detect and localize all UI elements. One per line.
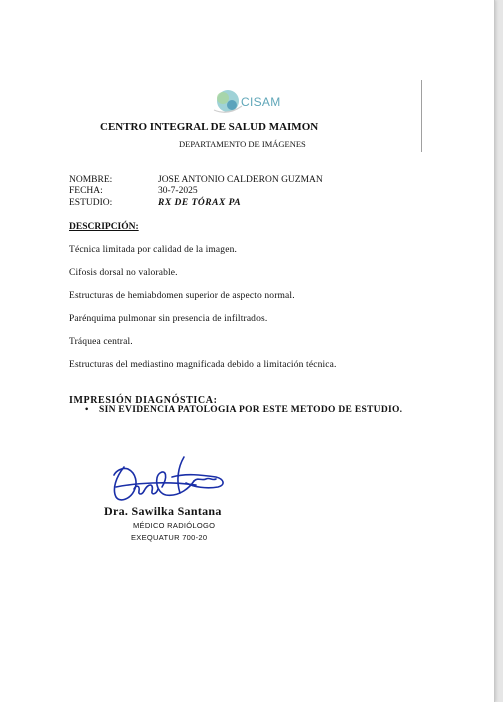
description-item: Tráquea central.: [69, 337, 133, 347]
description-item: Parénquima pulmonar sin presencia de infiltrados.: [69, 314, 268, 324]
handwritten-signature: [106, 447, 232, 507]
impression-text: SIN EVIDENCIA PATOLOGIA POR ESTE METODO DE ESTUDIO.: [99, 405, 403, 415]
header-divider: [421, 80, 422, 152]
impression-title: IMPRESIÓN DIAGNÓSTICA:: [69, 395, 218, 406]
department-name: DEPARTAMENTO DE IMÁGENES: [179, 139, 306, 149]
study-label: ESTUDIO:: [69, 198, 113, 208]
study-value: RX DE TÓRAX PA: [158, 198, 242, 208]
patient-name-row: [69, 175, 112, 185]
date-value: 30-7-2025: [158, 186, 198, 196]
signer-name: Dra. Sawilka Santana: [104, 504, 222, 518]
impression-item: [85, 405, 402, 415]
institution-name: CENTRO INTEGRAL DE SALUD MAIMON: [100, 121, 319, 133]
description-title: DESCRIPCIÓN:: [69, 222, 139, 232]
name-label: NOMBRE:: [69, 175, 113, 185]
patient-name-value: JOSE ANTONIO CALDERON GUZMAN: [158, 175, 323, 185]
description-item: Estructuras de hemiabdomen superior de aspecto normal.: [69, 291, 295, 301]
description-item: Cifosis dorsal no valorable.: [69, 268, 178, 278]
description-item: Estructuras del mediastino magnificada debido a limitación técnica.: [69, 360, 337, 370]
bullet-icon: •: [85, 405, 89, 415]
logo-text: CISAM: [241, 95, 281, 109]
date-label: FECHA:: [69, 186, 103, 196]
description-item: Técnica limitada por calidad de la imagen.: [69, 245, 237, 255]
signer-role: MÉDICO RADIÓLOGO: [133, 521, 216, 530]
signer-exequatur: EXEQUATUR 700-20: [131, 533, 208, 542]
